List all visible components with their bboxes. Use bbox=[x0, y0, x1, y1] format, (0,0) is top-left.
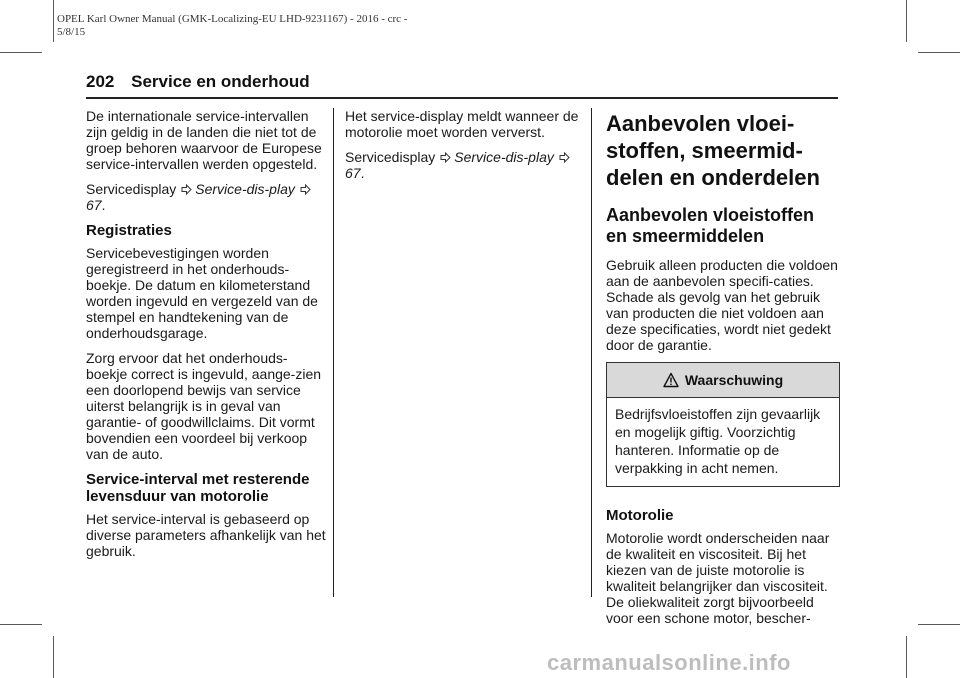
xref-page[interactable]: 67 bbox=[86, 197, 102, 213]
paragraph: Het service-display meldt wanneer de motorolie moet worden ververst. bbox=[345, 108, 579, 140]
header-rule bbox=[86, 97, 838, 99]
chapter-title: Aanbevolen vloei-stoffen, smeermid-delen en onderdelen bbox=[606, 111, 820, 190]
paragraph: Motorolie wordt onderscheiden naar de kwaliteit en viscositeit. Bij het kiezen van de juiste motorolie is kwaliteit belangrijker dan viscositeit. De oliekwaliteit zorgt bijvoorbeeld voor een schone motor, bescher- bbox=[606, 530, 830, 626]
paragraph: Gebruik alleen producten die voldoen aan de aanbevolen specifi-caties. Schade als gevolg van het gebruik van producten die niet voldoen aan deze specificaties, wordt niet gedekt door de garantie. bbox=[606, 257, 838, 353]
section-title: Service en onderhoud bbox=[131, 72, 310, 91]
xref-arrow-icon bbox=[559, 152, 570, 163]
crop-mark bbox=[0, 52, 42, 53]
print-header-date: 5/8/15 bbox=[57, 26, 86, 38]
column-divider bbox=[333, 108, 334, 597]
warning-title: Waarschuwing bbox=[684, 372, 784, 388]
paragraph: Het service-interval is gebaseerd op diverse parameters afhankelijk van het gebruik. bbox=[86, 511, 326, 559]
crop-mark bbox=[53, 0, 54, 42]
cross-reference bbox=[86, 181, 326, 213]
page-heading bbox=[86, 72, 310, 92]
warning-header bbox=[607, 363, 839, 398]
xref-link[interactable]: Service-dis-play bbox=[454, 149, 554, 165]
xref-suffix: . bbox=[360, 165, 365, 181]
column-1 bbox=[86, 108, 326, 568]
crop-mark bbox=[906, 0, 907, 42]
heading-service-interval: Service-interval met resterende levensduur van motorolie bbox=[86, 471, 310, 505]
print-header-title: OPEL Karl Owner Manual (GMK-Localizing-EU LHD-9231167) - 2016 - crc - bbox=[57, 13, 408, 25]
warning-body: Bedrijfsvloeistoffen zijn gevaarlijk en mogelijk giftig. Voorzichtig hanteren. Informatie op de verpakking in acht nemen. bbox=[615, 406, 821, 476]
crop-mark bbox=[918, 52, 960, 53]
page-number: 202 bbox=[86, 72, 115, 91]
heading-motorolie: Motorolie bbox=[606, 507, 674, 524]
xref-prefix: Servicedisplay bbox=[86, 181, 177, 197]
xref-arrow-icon bbox=[300, 184, 311, 195]
xref-arrow-icon bbox=[440, 152, 451, 163]
crop-mark bbox=[0, 624, 42, 625]
xref-page[interactable]: 67 bbox=[345, 165, 361, 181]
paragraph: Servicebevestigingen worden geregistreerd in het onderhouds-boekje. De datum en kilometerstand worden ingevuld en vergezeld van de stempel en handtekening van de onderhoudsgarage. bbox=[86, 245, 318, 341]
paragraph: De internationale service-intervallen zijn geldig in de landen die niet tot de groep behoren waarvoor de Europese service-intervallen werden opgesteld. bbox=[86, 108, 322, 172]
crop-mark bbox=[918, 624, 960, 625]
cross-reference bbox=[345, 149, 581, 181]
column-3 bbox=[606, 110, 840, 635]
xref-arrow-icon bbox=[181, 184, 192, 195]
print-header bbox=[57, 13, 407, 39]
warning-box bbox=[606, 362, 840, 487]
column-divider bbox=[591, 108, 592, 597]
heading-registraties: Registraties bbox=[86, 222, 172, 239]
watermark: carmanualsonline.info bbox=[547, 650, 791, 675]
section-heading: Aanbevolen vloeistoffen en smeermiddelen bbox=[606, 205, 815, 246]
paragraph: Zorg ervoor dat het onderhouds-boekje correct is ingevuld, aange-zien een doorlopend bewijs van service uiterst belangrijk is in geval van garantie- of goodwillclaims. Dit vormt bovendien een voordeel bij verkoop van de auto. bbox=[86, 350, 322, 462]
xref-prefix: Servicedisplay bbox=[345, 149, 436, 165]
warning-triangle-icon bbox=[663, 372, 679, 388]
xref-link[interactable]: Service-dis-play bbox=[195, 181, 295, 197]
column-2 bbox=[345, 108, 581, 190]
crop-mark bbox=[906, 636, 907, 678]
xref-suffix: . bbox=[101, 197, 106, 213]
crop-mark bbox=[53, 636, 54, 678]
